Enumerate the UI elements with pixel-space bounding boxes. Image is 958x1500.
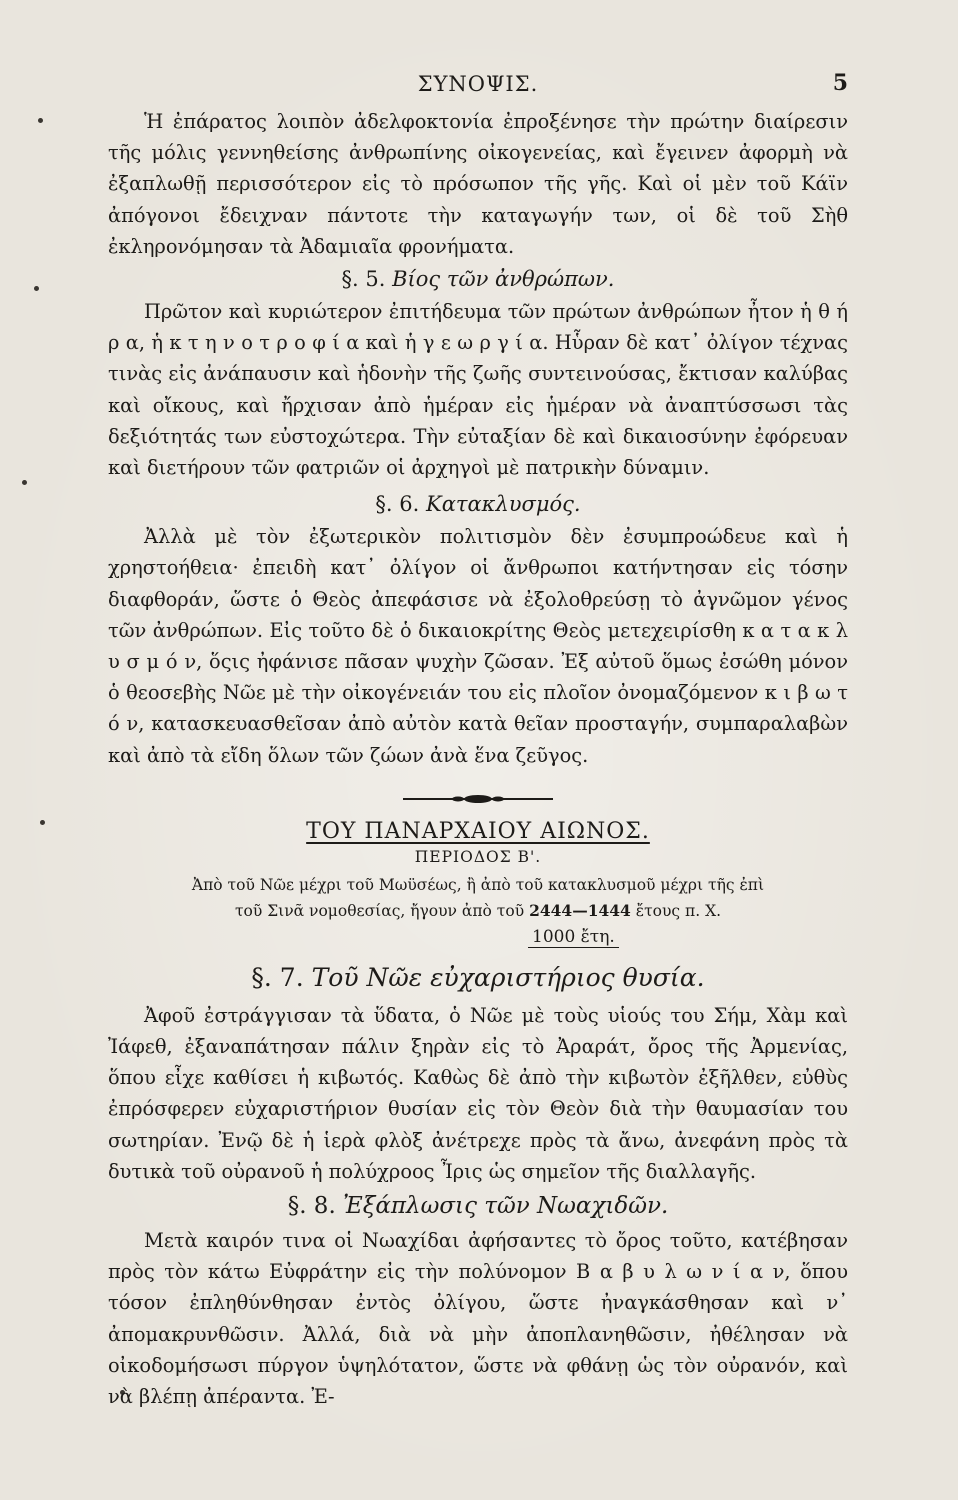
page-header: [108, 72, 848, 106]
paragraph-fratricide: Ἡ ἐπάρατος λοιπὸν ἀδελφοκτονία ἐπροξένησε τὴν πρώτην διαίρεσιν τῆς μόλις γεννηθείσης ἀνθρωπίνης οἰκογενείας, καὶ ἔγεινεν ἀφορμὴ νὰ ἐξαπλωθῇ περισσότερον εἰς τὸ πρόσωπον τῆς γῆς. Καὶ οἱ μὲν τοῦ Κάϊν ἀπόγονοι ἔδειχναν πάντοτε τὴν καταγωγήν των, οἱ δὲ τοῦ Σὴθ ἐκληρονόμησαν τὰ Ἀδαμιαῖα φρονήματα.: [108, 110, 848, 258]
section-6-title: Κατακλυσμός.: [426, 492, 581, 517]
era-title: ΤΟΥ ΠΑΝΑΡΧΑΙΟΥ ΑΙΩΝΟΣ.: [306, 818, 650, 844]
section-7-heading: [108, 958, 848, 998]
section-5-heading: [108, 262, 848, 296]
section-7-number: §. 7.: [251, 962, 304, 992]
section-8-title: Ἐξάπλωσις τῶν Νωαχιδῶν.: [343, 1193, 669, 1220]
ink-speck: [40, 820, 45, 825]
page-body: [108, 72, 848, 1412]
section-7-title: Τοῦ Νῶε εὐχαριστήριος θυσία.: [311, 962, 705, 992]
range-text-c: ἔτους π. Χ.: [635, 901, 722, 920]
section-8-number: §. 8.: [287, 1193, 336, 1220]
paragraph-noachid-spread: Μετὰ καιρόν τινα οἱ Νωαχίδαι ἀφήσαντες τὸ ὄρος τοῦτο, κατέβησαν πρὸς τὸν κάτω Εὐφράτην εἰς τὴν πολύνομον Β α β υ λ ω ν ί α ν, ὅπου τόσον ἐπληθύνθησαν ἐντὸς ὀλίγου, ὥστε ἠναγκάσθησαν καὶ ν᾽ ἀπομακρυνθῶσιν. Ἀλλά, διὰ νὰ μὴν ἀποπλανηθῶσιν, ἠθέλησαν νὰ οἰκοδομήσωσι πύργον ὑψηλότατον, ὥστε νὰ φθάνῃ ὡς τὸν οὐρανόν, καὶ νὰ βλέπῃ ἀπέραντα. Ἐ-: [108, 1229, 848, 1409]
ornamental-divider: [403, 793, 553, 805]
section-5-number: §. 5.: [341, 267, 386, 292]
section-5-title: Βίος τῶν ἀνθρώπων.: [392, 267, 615, 292]
paragraph-life-of-men: Πρῶτον καὶ κυριώτερον ἐπιτήδευμα τῶν πρώτων ἀνθρώπων ἦτον ἡ θ ή ρ α, ἡ κ τ η ν ο τ ρ ο φ ί α καὶ ἡ γ ε ω ρ γ ί α. Ηὗραν δὲ κατ᾽ ὀλίγον τέχνας τινὰς εἰς ἀνάπαυσιν καὶ ἡδονὴν τῆς ζωῆς συντεινούσας, ἔκτισαν καλύβας καὶ οἴκους, καὶ ἤρχισαν ἀπὸ ἡμέραν εἰς ἡμέραν νὰ ἀναπτύσσωσι τὰς δεξιότητάς των εὐστοχώτερα. Τὴν εὐταξίαν δὲ καὶ δικαιοσύνην ἐφόρευαν καὶ διετήρουν τῶν φατριῶν οἱ ἀρχηγοὶ μὲ πατρικὴν δύναμιν.: [108, 300, 848, 480]
range-years: 2444—1444: [529, 900, 631, 920]
section-6-number: §. 6.: [375, 492, 420, 517]
ink-speck: [38, 118, 43, 123]
ink-speck: [22, 480, 27, 485]
period-duration: [528, 924, 848, 950]
period-duration-value: 1000 ἔτη.: [528, 927, 619, 948]
period-range-line-1: Ἀπὸ τοῦ Νῶε μέχρι τοῦ Μωϋσέως, ἢ ἀπὸ τοῦ κατακλυσμοῦ μέχρι τῆς ἐπὶ: [191, 875, 765, 894]
paragraph-noah-sacrifice: Ἀφοῦ ἐστράγγισαν τὰ ὕδατα, ὁ Νῶε μὲ τοὺς υἱούς του Σήμ, Χὰμ καὶ Ἰάφεθ, ἐξαναπάτησαν πάλιν ξηρὰν εἰς τὸ Ἀραράτ, ὄρος τῆς Ἀρμενίας, ὅπου εἶχε καθίσει ἡ κιβωτός. Καθὼς δὲ ἀπὸ τὴν κιβωτὸν ἐξῆλθεν, εὐθὺς ἐπρόσφερεν εὐχαριστήριον θυσίαν εἰς τὸν Θεὸν διὰ τὴν θαυμασίαν του σωτηρίαν. Ἐνῷ δὲ ἡ ἱερὰ φλὸξ ἀνέτρεχε πρὸς τὰ ἄνω, ἀνεφάνη πρὸς τὰ δυτικὰ τοῦ οὐρανοῦ ἡ πολύχροος Ἶρις ὡς σημεῖον τῆς διαλλαγῆς.: [108, 1003, 848, 1183]
section-8-heading: [108, 1187, 848, 1225]
ink-speck: [34, 286, 39, 291]
section-6-heading: [108, 487, 848, 521]
period-range-line-2: [108, 898, 848, 924]
page-number: 5: [832, 70, 848, 96]
range-text-a: τοῦ Σινᾶ νομοθεσίας, ἤγουν ἀπὸ τοῦ: [234, 901, 525, 920]
running-title: ΣΥΝΟΨΙΣ.: [417, 72, 539, 96]
period-heading: ΠΕΡΙΟΔΟΣ Β'.: [414, 847, 542, 866]
paragraph-flood: Ἀλλὰ μὲ τὸν ἐξωτερικὸν πολιτισμὸν δὲν ἐσυμπροώδευε καὶ ἡ χρηστοήθεια· ἐπειδὴ κατ᾽ ὀλίγον οἱ ἄνθρωποι κατήντησαν εἰς τόσην διαφθοράν, ὥστε ὁ Θεὸς ἀπεφάσισε νὰ ἐξολοθρεύσῃ τὸ ἀγνῶμον γένος τῶν ἀνθρώπων. Εἰς τοῦτο δὲ ὁ δικαιοκρίτης Θεὸς μετεχειρίσθη κ α τ α κ λ υ σ μ ό ν, ὅςις ἠφάνισε πᾶσαν ψυχὴν ζῶσαν. Ἐξ αὐτοῦ ὅμως ἐσώθη μόνον ὁ θεοσεβὴς Νῶε μὲ τὴν οἰκογένειάν του εἰς πλοῖον ὀνομαζόμενον κ ι β ω τ ό ν, κατασκευασθεῖσαν ἀπὸ αὐτὸν κατὰ θεῖαν προσταγήν, συμπαραλαβὼν καὶ ἀπὸ τὰ εἴδη ὅλων τῶν ζώων ἀνὰ ἕνα ζεῦγος.: [108, 525, 848, 767]
